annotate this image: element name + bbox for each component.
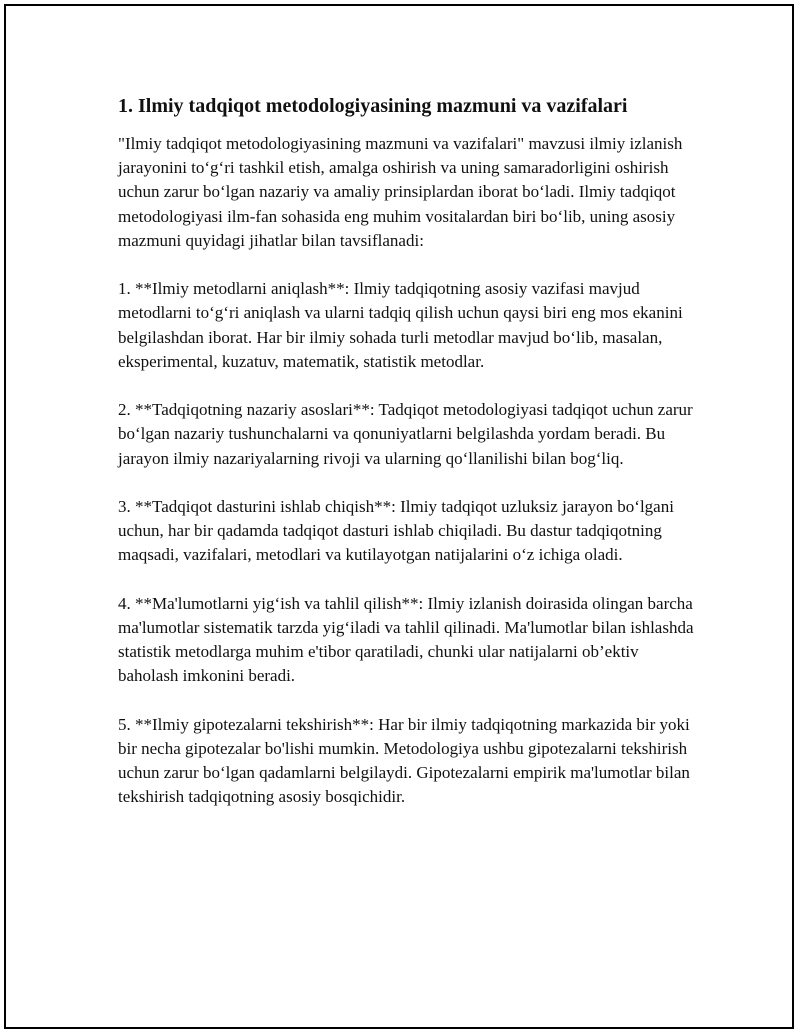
- list-item-2: 2. **Tadqiqotning nazariy asoslari**: Tadqiqot metodologiyasi tadqiqot uchun zarur bo‘lgan nazariy tushunchalarni va qonuniyatlarni belgilashda yordam beradi. Bu jarayon ilmiy nazariyalarning rivoji va ularning qo‘llanilishi bilan bog‘liq.: [118, 400, 693, 468]
- list-item-1: 1. **Ilmiy metodlarni aniqlash**: Ilmiy tadqiqotning asosiy vazifasi mavjud metodlarni to‘g‘ri aniqlash va ularni tadqiq qilish uchun qaysi biri eng mos ekanini belgilashdan iborat. Har bir ilmiy sohada turli metodlar mavjud bo‘lib, masalan, eksperimental, kuzatuv, matematik, statistik metodlar.: [118, 279, 683, 371]
- section-heading: 1. Ilmiy tadqiqot metodologiyasining mazmuni va vazifalari: [118, 95, 628, 117]
- list-item-3: 3. **Tadqiqot dasturini ishlab chiqish**: Ilmiy tadqiqot uzluksiz jarayon bo‘lgani uchun, har bir qadamda tadqiqot dasturi ishlab chiqiladi. Bu dastur tadqiqotning maqsadi, vazifalari, metodlari va kutilayotgan natijalarini o‘z ichiga oladi.: [118, 497, 674, 565]
- intro-paragraph: "Ilmiy tadqiqot metodologiyasining mazmuni va vazifalari" mavzusi ilmiy izlanish jarayonini to‘g‘ri tashkil etish, amalga oshirish va uning samaradorligini oshirish uchun zarur bo‘lgan nazariy va amaliy prinsiplardan iborat bo‘ladi. Ilmiy tadqiqot metodologiyasi ilm-fan sohasida eng muhim vositalardan biri bo‘lib, uning asosiy mazmuni quyidagi jihatlar bilan tavsiflanadi:: [118, 134, 683, 250]
- list-item-4: 4. **Ma'lumotlarni yig‘ish va tahlil qilish**: Ilmiy izlanish doirasida olingan barcha ma'lumotlar sistematik tarzda yig‘iladi va tahlil qilinadi. Ma'lumotlar bilan ishlashda statistik metodlarga muhim e'tibor qaratiladi, chunki ular natijalarni ob’ektiv baholash imkonini beradi.: [118, 593, 694, 686]
- list-item-5: 5. **Ilmiy gipotezalarni tekshirish**: Har bir ilmiy tadqiqotning markazida bir yoki bir necha gipotezalar bo'lishi mumkin. Metodologiya ushbu gipotezalarni tekshirish uchun zarur bo‘lgan qadamlarni belgilaydi. Gipotezalarni empirik ma'lumotlar bilan tekshirish tadqiqotning asosiy bosqichidir.: [118, 714, 690, 807]
- document-body: [118, 92, 698, 834]
